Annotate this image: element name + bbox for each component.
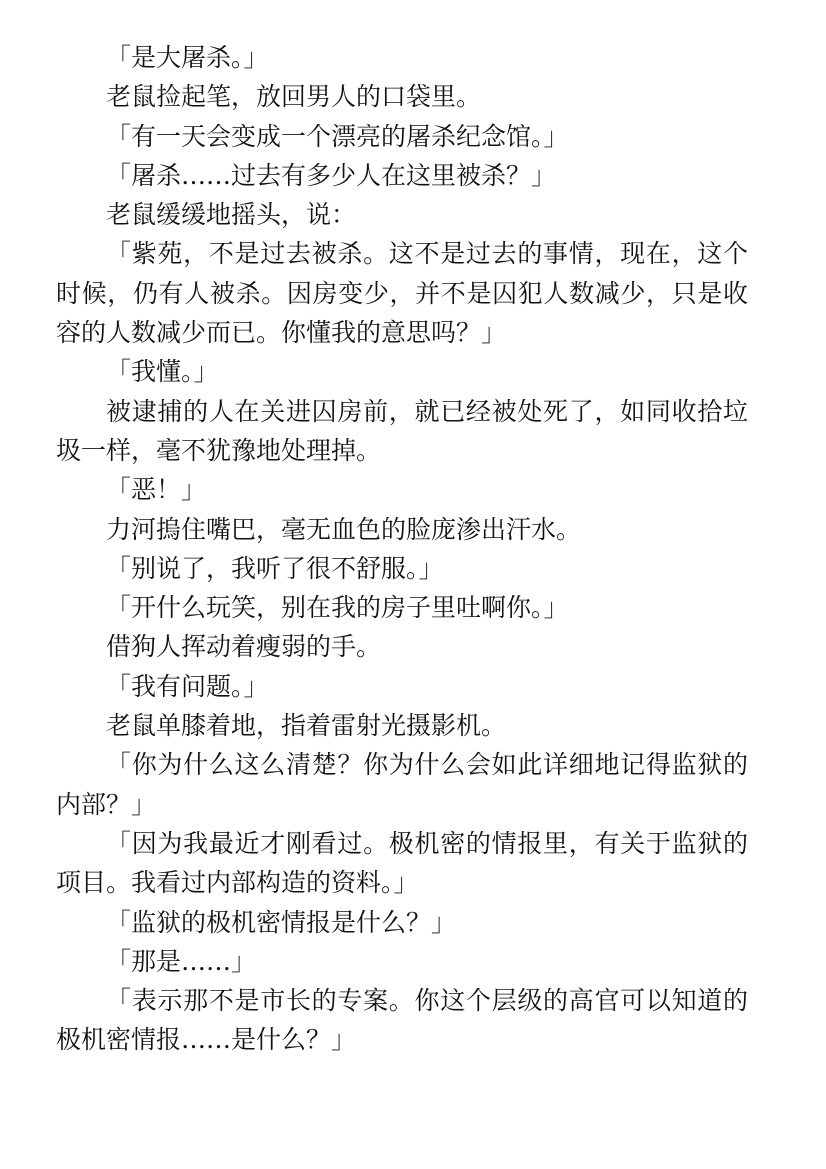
paragraph-19: 「那是……」 xyxy=(106,946,257,976)
document-page xyxy=(56,38,748,1060)
paragraph-20: 「表示那不是市长的专案。你这个层级的高官可以知道的极机密情报……是什么？」 xyxy=(56,986,748,1055)
paragraph-5: 老鼠缓缓地摇头，说： xyxy=(106,200,357,230)
paragraph-12: 「开什么玩笑，别在我的房子里吐啊你。」 xyxy=(106,593,569,623)
paragraph-2: 老鼠捡起笔，放回男人的口袋里。 xyxy=(106,82,482,112)
paragraph-3: 「有一天会变成一个漂亮的屠杀纪念馆。」 xyxy=(106,121,569,151)
paragraph-9: 「恶！」 xyxy=(106,475,207,505)
paragraph-18: 「监狱的极机密情报是什么？」 xyxy=(106,907,457,937)
paragraph-1: 「是大屠杀。」 xyxy=(106,43,269,72)
paragraph-6: 「紫苑，不是过去被杀。这不是过去的事情，现在，这个时候，仍有人被杀。因房变少，并不是囚犯人数减少，只是收容的人数减少而已。你懂我的意思吗？」 xyxy=(56,239,748,348)
paragraph-11: 「别说了，我听了很不舒服。」 xyxy=(106,553,444,583)
paragraph-16: 「你为什么这么清楚？你为什么会如此详细地记得监狱的内部？」 xyxy=(56,750,748,819)
paragraph-14: 「我有问题。」 xyxy=(106,671,269,701)
paragraph-7: 「我懂。」 xyxy=(106,357,219,387)
paragraph-13: 借狗人挥动着瘦弱的手。 xyxy=(106,632,382,662)
paragraph-8: 被逮捕的人在关进囚房前，就已经被处死了，如同收拾垃圾一样，毫不犹豫地处理掉。 xyxy=(56,396,748,465)
paragraph-4: 「屠杀……过去有多少人在这里被杀？」 xyxy=(106,160,557,190)
paragraph-15: 老鼠单膝着地，指着雷射光摄影机。 xyxy=(106,711,507,741)
paragraph-10: 力河摀住嘴巴，毫无血色的脸庞渗出汗水。 xyxy=(106,514,582,544)
paragraph-17: 「因为我最近才刚看过。极机密的情报里，有关于监狱的项目。我看过内部构造的资料。」 xyxy=(56,828,748,898)
